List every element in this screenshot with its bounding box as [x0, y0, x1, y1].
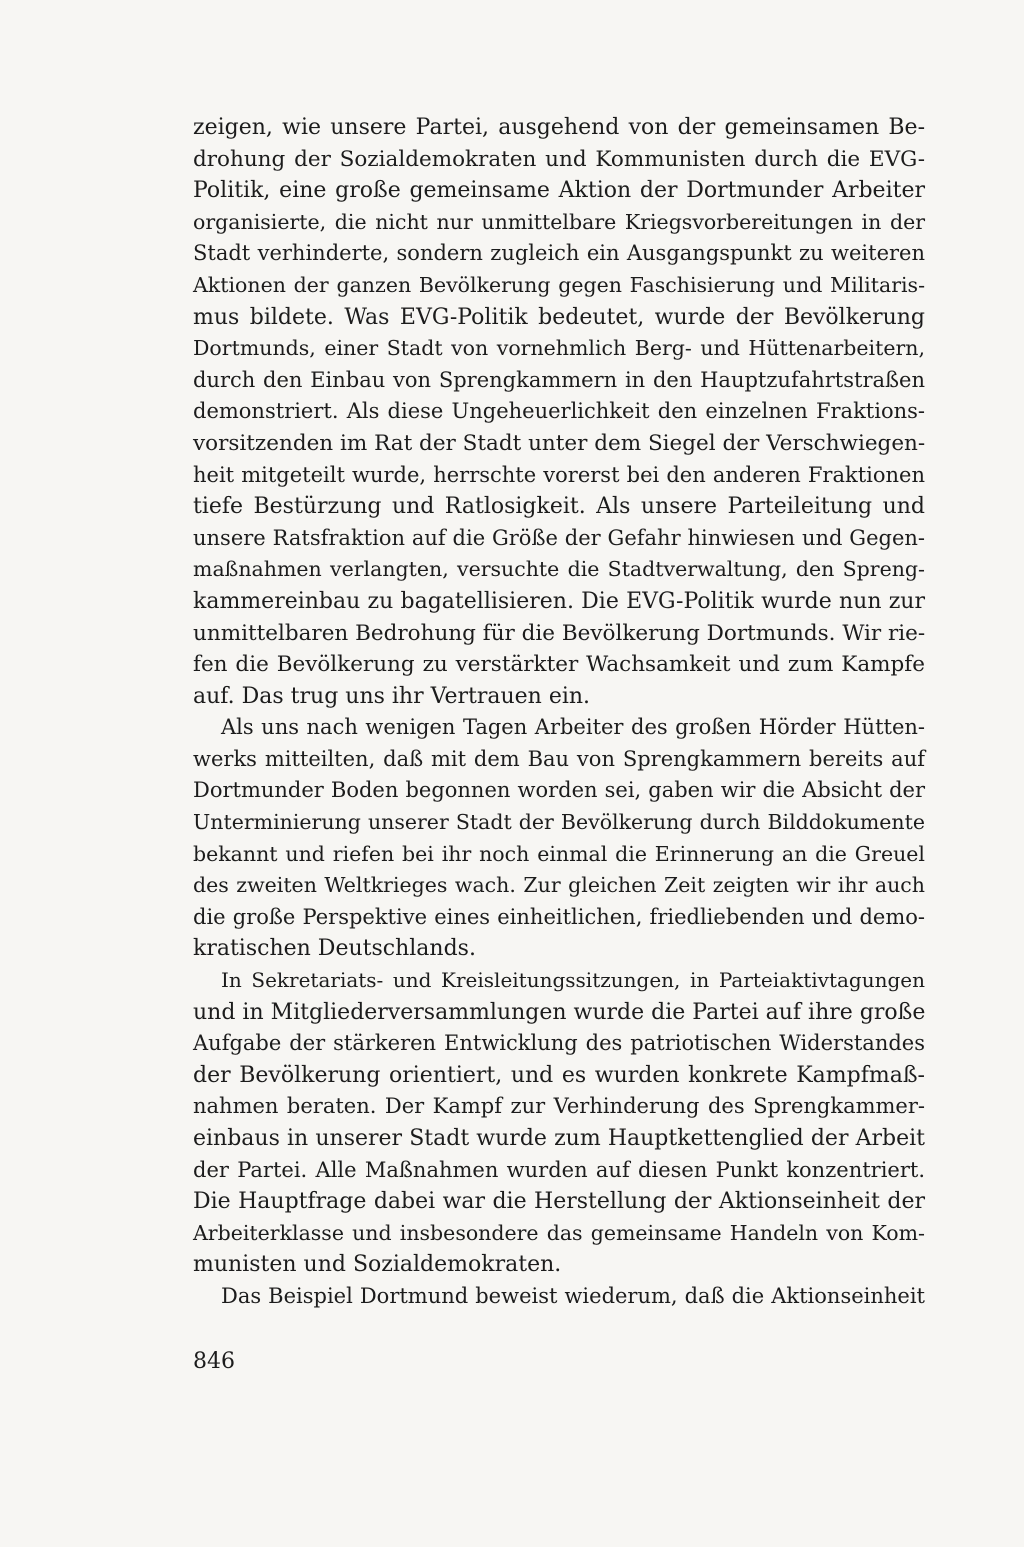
text-line: tiefe Bestürzung und Ratlosigkeit. Als unsere Parteileitung und	[193, 494, 925, 520]
page-number: 846	[193, 1349, 235, 1374]
text-line: unsere Ratsfraktion auf die Größe der Gefahr hinwiesen und Gegen-	[193, 525, 925, 550]
text-line: der Partei. Alle Maßnahmen wurden auf diesen Punkt konzentriert.	[193, 1157, 925, 1182]
text-line: nahmen beraten. Der Kampf zur Verhinderung des Sprengkammer-	[193, 1094, 925, 1119]
text-line: Als uns nach wenigen Tagen Arbeiter des großen Hörder Hütten-	[221, 715, 925, 740]
text-line: einbaus in unserer Stadt wurde zum Hauptkettenglied der Arbeit	[193, 1126, 925, 1151]
text-line: drohung der Sozialdemokraten und Kommunisten durch die EVG-	[193, 146, 925, 172]
text-line: der Bevölkerung orientiert, und es wurden konkrete Kampfmaß-	[193, 1062, 925, 1088]
text-line: fen die Bevölkerung zu verstärkter Wachsamkeit und zum Kampfe	[193, 652, 925, 678]
text-line: Arbeiterklasse und insbesondere das gemeinsame Handeln von Kom-	[193, 1220, 925, 1245]
text-line: kratischen Deutschlands.	[193, 936, 476, 962]
text-line: Aufgabe der stärkeren Entwicklung des patriotischen Widerstandes	[193, 1031, 925, 1056]
text-line: munisten und Sozialdemokraten.	[193, 1252, 562, 1278]
text-line: Unterminierung unserer Stadt der Bevölkerung durch Bilddokumente	[193, 810, 925, 835]
text-line: maßnahmen verlangten, versuchte die Stadtverwaltung, den Spreng-	[193, 557, 925, 582]
text-line: Dortmunder Boden begonnen worden sei, gaben wir die Absicht der	[193, 778, 925, 803]
text-line: werks mitteilten, daß mit dem Bau von Sprengkammern bereits auf	[193, 746, 925, 771]
text-line: Aktionen der ganzen Bevölkerung gegen Faschisierung und Militaris-	[193, 272, 925, 297]
text-line: Dortmunds, einer Stadt von vornehmlich Berg- und Hüttenarbeitern,	[193, 336, 925, 361]
text-line: vorsitzenden im Rat der Stadt unter dem Siegel der Verschwiegen-	[193, 430, 926, 456]
text-line: unmittelbaren Bedrohung für die Bevölkerung Dortmunds. Wir rie-	[193, 620, 926, 646]
text-line: Die Hauptfrage dabei war die Herstellung der Aktionseinheit der	[193, 1189, 925, 1215]
text-line: auf. Das trug uns ihr Vertrauen ein.	[193, 683, 591, 709]
text-line: Stadt verhinderte, sondern zugleich ein Ausgangspunkt zu weiteren	[193, 241, 925, 266]
text-line: In Sekretariats- und Kreisleitungssitzungen, in Parteiaktivtagungen	[221, 968, 925, 993]
text-line: durch den Einbau von Sprengkammern in den Hauptzufahrtstraßen	[193, 367, 925, 392]
text-line: kammereinbau zu bagatellisieren. Die EVG-Politik wurde nun zur	[193, 588, 925, 614]
text-line: organisierte, die nicht nur unmittelbare Kriegsvorbereitungen in der	[193, 209, 925, 234]
text-line: Das Beispiel Dortmund beweist wiederum, daß die Aktionseinheit	[221, 1283, 925, 1308]
text-line: heit mitgeteilt wurde, herrschte vorerst bei den anderen Fraktionen	[193, 462, 925, 487]
text-line: zeigen, wie unsere Partei, ausgehend von der gemeinsamen Be-	[193, 115, 925, 140]
text-line: demonstriert. Als diese Ungeheuerlichkeit den einzelnen Fraktions-	[193, 399, 925, 424]
text-line: die große Perspektive eines einheitlichen, friedliebenden und demo-	[193, 904, 925, 929]
text-line: und in Mitgliederversammlungen wurde die Partei auf ihre große	[193, 999, 926, 1025]
text-line: mus bildete. Was EVG-Politik bedeutet, wurde der Bevölkerung	[193, 304, 925, 330]
body-text	[193, 112, 925, 1313]
text-line: Politik, eine große gemeinsame Aktion der Dortmunder Arbeiter	[193, 178, 925, 204]
text-line: des zweiten Weltkrieges wach. Zur gleichen Zeit zeigten wir ihr auch	[193, 873, 925, 898]
text-line: bekannt und riefen bei ihr noch einmal die Erinnerung an die Greuel	[193, 841, 925, 866]
